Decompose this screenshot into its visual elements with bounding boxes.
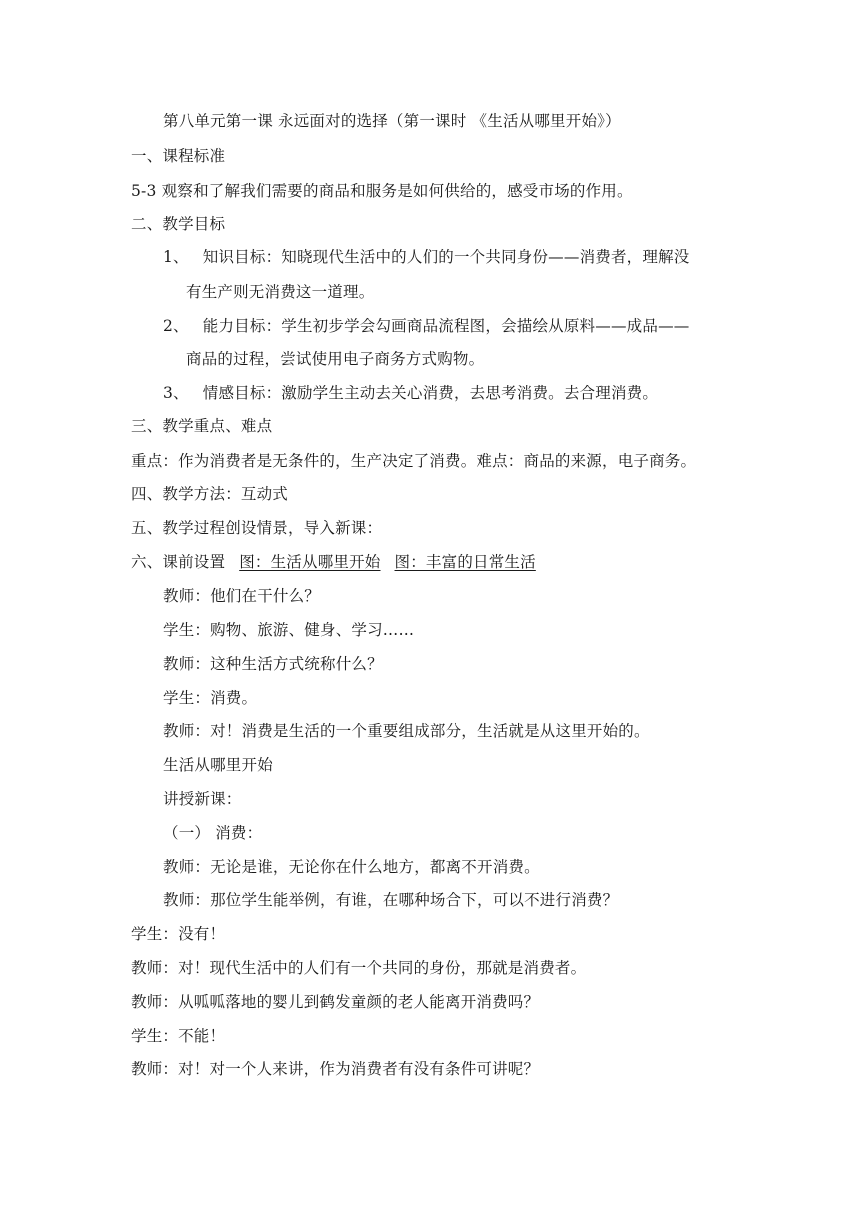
image-link-daily-life[interactable]: 图：丰富的日常生活 (394, 553, 536, 571)
dialogue-line: 教师：对！消费是生活的一个重要组成部分，生活就是从这里开始的。 (163, 722, 650, 740)
dialogue-line: 教师：无论是谁，无论你在什么地方，都离不开消费。 (163, 858, 540, 876)
subheading-life-start: 生活从哪里开始 (163, 756, 273, 774)
subheading-new-lesson: 讲授新课： (163, 790, 242, 808)
dialogue-line: 学生：消费。 (163, 689, 258, 707)
objective-item-1-cont: 有生产则无消费这一道理。 (186, 283, 375, 301)
image-link-life-start[interactable]: 图：生活从哪里开始 (239, 553, 381, 571)
dialogue-line: 教师：那位学生能举例，有谁，在哪种场合下，可以不进行消费？ (163, 891, 619, 909)
objective-text: 知识目标：知晓现代生活中的人们的一个共同身份——消费者，理解没 (202, 248, 690, 266)
objective-number: 2、 (163, 317, 189, 335)
section-heading-objectives: 二、教学目标 (131, 215, 226, 233)
lesson-title: 第八单元第一课 永远面对的选择（第一课时 《生活从哪里开始》） (163, 112, 621, 130)
dialogue-line: 教师：他们在干什么？ (163, 587, 321, 605)
section-heading-preclass: 六、课前设置 (131, 553, 226, 571)
objective-item-1 (163, 247, 689, 267)
keypoints-text: 重点：作为消费者是无条件的，生产决定了消费。难点：商品的来源，电子商务。 (131, 452, 697, 470)
dialogue-line: 学生：没有！ (131, 925, 226, 943)
dialogue-line: 学生：购物、旅游、健身、学习…… (163, 621, 415, 639)
objective-item-2 (163, 316, 689, 336)
section-heading-keypoints: 三、教学重点、难点 (131, 417, 273, 435)
objective-item-2-cont: 商品的过程，尝试使用电子商务方式购物。 (186, 350, 485, 368)
objective-text: 情感目标：激励学生主动去关心消费，去思考消费。去合理消费。 (202, 384, 659, 402)
dialogue-line: 学生：不能！ (131, 1027, 226, 1045)
objective-number: 3、 (163, 384, 189, 402)
curriculum-standard-text: 5-3 观察和了解我们需要的商品和服务是如何供给的，感受市场的作用。 (131, 182, 633, 200)
objective-number: 1、 (163, 248, 189, 266)
dialogue-line: 教师：对！对一个人来讲，作为消费者有没有条件可讲呢？ (131, 1060, 540, 1078)
section-heading-curriculum: 一、课程标准 (131, 147, 226, 165)
section-pre-class (131, 552, 536, 572)
dialogue-line: 教师：对！现代生活中的人们有一个共同的身份，那就是消费者。 (131, 959, 587, 977)
subheading-consumption: （一） 消费： (163, 824, 263, 842)
objective-text: 能力目标：学生初步学会勾画商品流程图，会描绘从原料——成品—— (202, 317, 690, 335)
dialogue-line: 教师：这种生活方式统称什么？ (163, 655, 383, 673)
dialogue-line: 教师：从呱呱落地的婴儿到鹤发童颜的老人能离开消费吗？ (131, 993, 540, 1011)
objective-item-3 (163, 383, 658, 403)
section-heading-method: 四、教学方法：互动式 (131, 485, 289, 503)
section-heading-process: 五、教学过程创设情景，导入新课： (131, 519, 383, 537)
